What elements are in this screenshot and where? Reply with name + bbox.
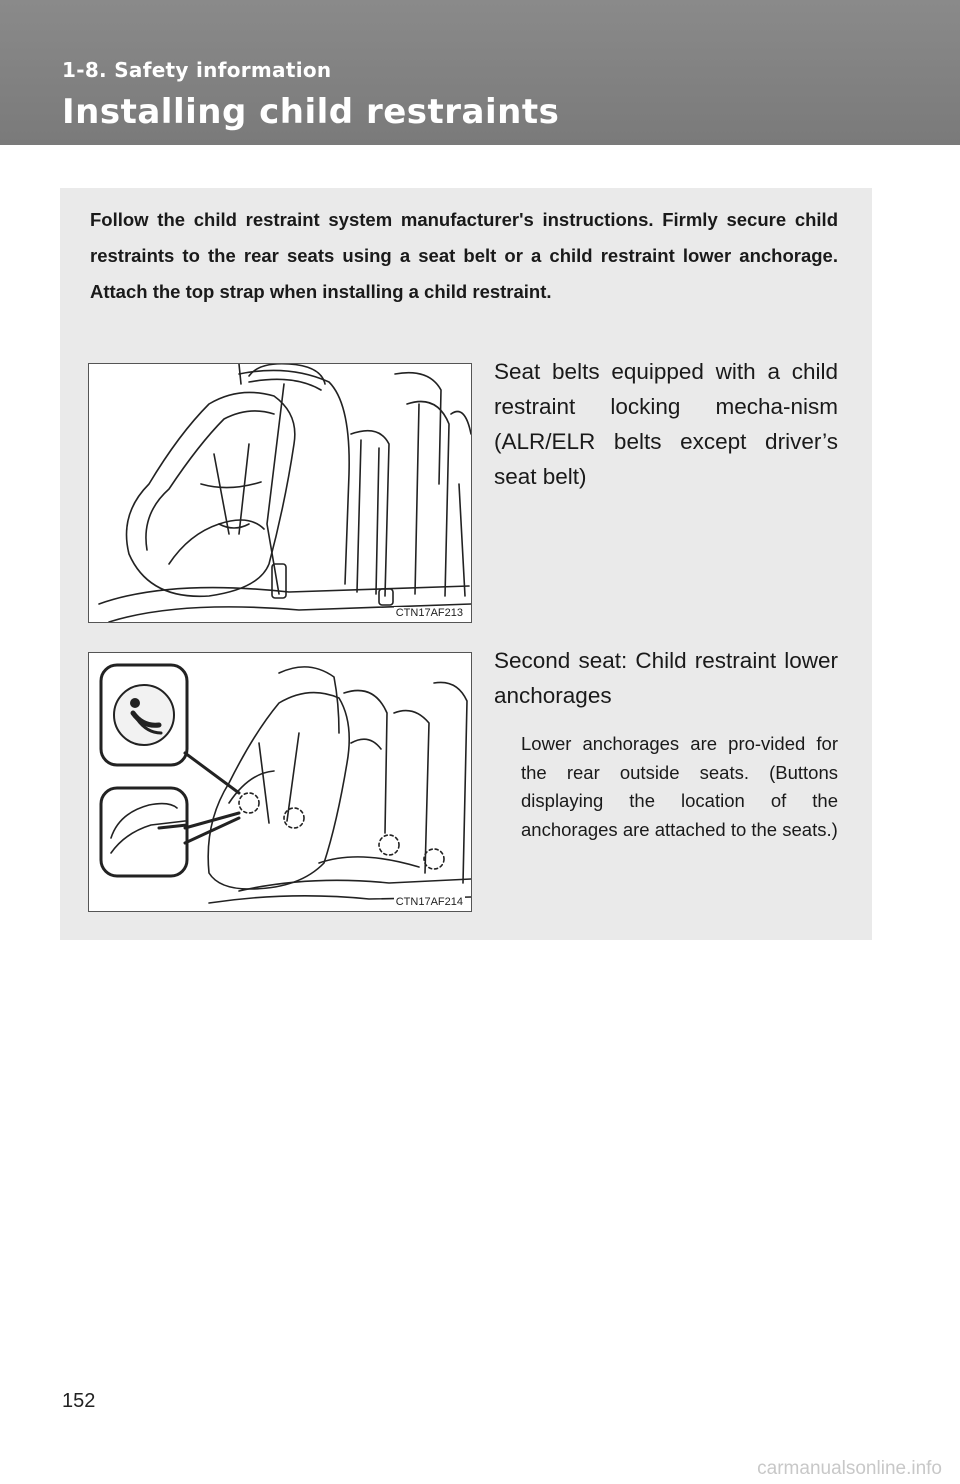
item-title-lower-anchorages: Second seat: Child restraint lower anchorages <box>494 648 838 708</box>
page-number: 152 <box>62 1390 96 1412</box>
lower-anchorages-drawing <box>89 653 472 912</box>
child-seat-belt-drawing <box>89 364 472 623</box>
child-seat-belt-illustration <box>88 363 472 623</box>
item-title-seat-belts: Seat belts equipped with a child restraint locking mecha-nism (ALR/ELR belts except driver’s seat belt) <box>494 359 838 489</box>
item-note-lower-anchorages: Lower anchorages are pro-vided for the rear outside seats. (Buttons displaying the location of the anchorages are attached to the seats.) <box>521 733 838 840</box>
page-header <box>0 0 960 145</box>
lower-anchorages-illustration <box>88 652 472 912</box>
watermark: carmanualsonline.info <box>757 1458 942 1479</box>
page-title: Installing child restraints <box>62 92 560 132</box>
section-label: 1-8. Safety information <box>62 58 332 82</box>
intro-text: Follow the child restraint system manufacturer's instructions. Firmly secure child restraints to the rear seats using a seat belt or a child restraint lower anchorage. Attach the top strap when installing a child restraint. <box>90 209 838 302</box>
figure-code: CTN17AF213 <box>395 607 463 619</box>
figure-code: CTN17AF214 <box>395 896 463 908</box>
